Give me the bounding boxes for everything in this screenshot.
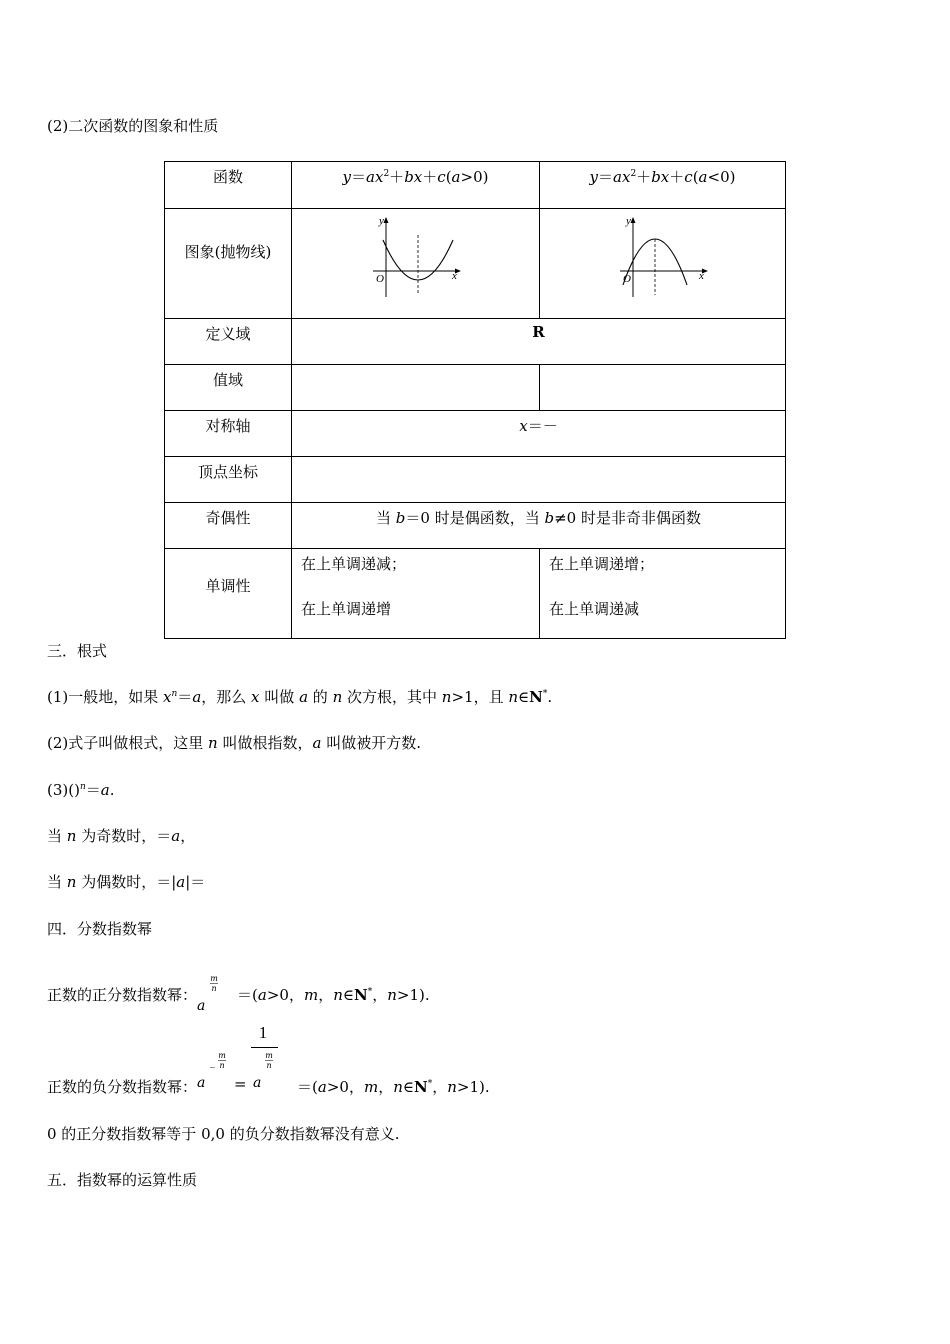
- axis-label: 对称轴: [165, 411, 292, 457]
- radical-even-line: 当 n 为偶数时，＝|a|＝: [47, 873, 206, 891]
- mono-pos-line-2: 在上单调递增: [301, 600, 392, 618]
- range-value-negative: [540, 365, 786, 411]
- quadratic-properties-table: [164, 161, 786, 639]
- monotonicity-positive: [292, 549, 540, 639]
- graph-downward-parabola: [540, 209, 786, 319]
- header-label: 函数: [165, 162, 292, 209]
- graph-label: 图象(抛物线): [165, 209, 292, 319]
- origin-label: O: [622, 273, 631, 285]
- range-label: 值域: [165, 365, 292, 411]
- y-axis-label: y: [625, 215, 631, 227]
- section-2-title: (2)二次函数的图象和性质: [47, 117, 219, 135]
- y-axis-arrow: [383, 217, 388, 223]
- vertex-value: [292, 457, 786, 503]
- header-a-negative: $y=ax^2+bx+c(a<0)$: [540, 162, 786, 209]
- range-value-positive: [292, 365, 540, 411]
- origin-label: O: [375, 273, 384, 285]
- denominator-exponent: m n: [265, 1051, 273, 1070]
- domain-label: 定义域: [165, 319, 292, 365]
- positive-fractional-exponent-line: 正数的正分数指数幂： a m n ＝(a>0，m，n∈N*，n>1).: [47, 974, 430, 1014]
- header-a-positive: $y=ax^2+bx+c(a>0)$: [292, 162, 540, 209]
- monotonicity-label: 单调性: [165, 549, 292, 639]
- radical-power-line: (3)()$^n$＝a.: [47, 781, 115, 799]
- mono-pos-line-1: 在上单调递减；: [301, 555, 407, 573]
- section-5-title: 五．指数幂的运算性质: [47, 1171, 198, 1189]
- neg-exponent: m n: [218, 1051, 226, 1070]
- y-axis-label: y: [378, 215, 384, 227]
- section-4-title: 四．分数指数幂: [47, 920, 153, 938]
- x-axis-label: x: [698, 270, 704, 282]
- zero-exponent-line: 0 的正分数指数幂等于 0,0 的负分数指数幂没有意义.: [47, 1125, 400, 1143]
- radical-definition-line: (1)一般地，如果 $x^n=a$，那么 x 叫做 a 的 n 次方根，其中 n>1，且 n∈N*.: [47, 688, 553, 706]
- graph-upward-parabola: [292, 209, 540, 319]
- vertex-label: 顶点坐标: [165, 457, 292, 503]
- section-3-title: 三．根式: [47, 642, 108, 660]
- exponent-m-over-n: m n: [210, 974, 218, 993]
- parity-value: 当 b＝0 时是偶函数，当 b≠0 时是非奇非偶函数: [292, 503, 786, 549]
- monotonicity-negative: [540, 549, 786, 639]
- a-neg-m-over-n-formula: a − m n = 1 a m n: [197, 1077, 297, 1097]
- mono-neg-line-1: 在上单调递增；: [549, 555, 655, 573]
- x-axis-label: x: [451, 270, 457, 282]
- radical-odd-line: 当 n 为奇数时，＝a，: [47, 827, 196, 845]
- downward-parabola-figure: [608, 213, 718, 301]
- domain-value: R: [292, 319, 786, 365]
- negative-fractional-exponent-line: 正数的负分数指数幂： a − m n = 1 a m n ＝(a>0，m，n∈N*，n>1).: [47, 1023, 490, 1096]
- parity-label: 奇偶性: [165, 503, 292, 549]
- axis-value: x＝－: [292, 411, 786, 457]
- y-axis-arrow: [630, 217, 635, 223]
- radical-expression-line: (2)式子叫做根式，这里 n 叫做根指数，a 叫做被开方数.: [47, 734, 421, 752]
- fraction-bar: [251, 1047, 278, 1048]
- upward-parabola-figure: [361, 213, 471, 301]
- mono-neg-line-2: 在上单调递减: [549, 600, 640, 618]
